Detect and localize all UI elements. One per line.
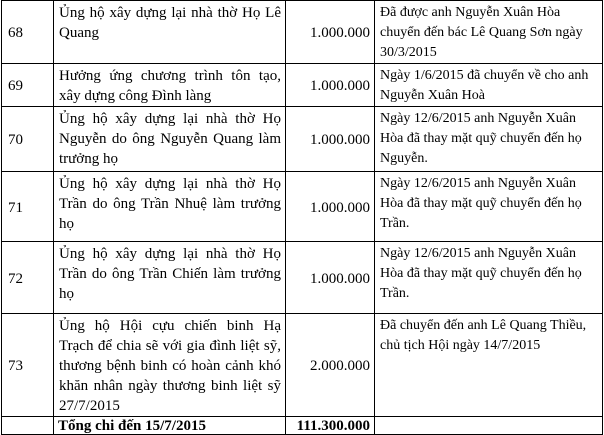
- row-note: Ngày 12/6/2015 anh Nguyễn Xuân Hòa đã thay mặt quỹ chuyển đến họ Trần.: [375, 242, 603, 314]
- row-amount: 1.000.000: [286, 242, 375, 314]
- row-description: Ủng hộ xây dựng lại nhà thờ Họ Nguyễn do ông Nguyễn Quang làm trưởng họ: [54, 107, 286, 172]
- table-row: [2, 172, 603, 242]
- row-amount: 2.000.000: [286, 314, 375, 417]
- table-row: [2, 242, 603, 314]
- table-row: [2, 107, 603, 172]
- total-empty-cell: [2, 417, 54, 435]
- expense-table: [1, 0, 603, 435]
- row-number: 72: [2, 242, 54, 314]
- row-amount: 1.000.000: [286, 172, 375, 242]
- table-row: [2, 1, 603, 64]
- table-row: [2, 314, 603, 417]
- row-note: Ngày 12/6/2015 anh Nguyễn Xuân Hòa đã thay mặt quỹ chuyển đến họ Nguyễn.: [375, 107, 603, 172]
- row-amount: 1.000.000: [286, 1, 375, 64]
- total-note-cell: [375, 417, 603, 435]
- row-amount: 1.000.000: [286, 107, 375, 172]
- row-description: Ủng hộ xây dựng lại nhà thờ Họ Lê Quang: [54, 1, 286, 64]
- row-note: Ngày 1/6/2015 đã chuyển về cho anh Nguyễn Xuân Hoà: [375, 64, 603, 107]
- row-number: 71: [2, 172, 54, 242]
- row-description: Ủng hộ xây dựng lại nhà thờ Họ Trần do ông Trần Nhuệ làm trưởng họ: [54, 172, 286, 242]
- row-note: Đã chuyển đến anh Lê Quang Thiều, chủ tịch Hội ngày 14/7/2015: [375, 314, 603, 417]
- row-number: 68: [2, 1, 54, 64]
- row-amount: 1.000.000: [286, 64, 375, 107]
- total-label: Tổng chi đến 15/7/2015: [54, 417, 286, 435]
- row-number: 73: [2, 314, 54, 417]
- row-number: 70: [2, 107, 54, 172]
- row-note: Ngày 12/6/2015 anh Nguyễn Xuân Hòa đã thay mặt quỹ chuyển đến họ Trần.: [375, 172, 603, 242]
- row-note: Đã được anh Nguyễn Xuân Hòa chuyển đến bác Lê Quang Sơn ngày 30/3/2015: [375, 1, 603, 64]
- row-description: Ủng hộ xây dựng lại nhà thờ Họ Trần do ông Trần Chiến làm trưởng họ: [54, 242, 286, 314]
- row-number: 69: [2, 64, 54, 107]
- row-description: Hưởng ứng chương trình tôn tạo, xây dựng công Đình làng: [54, 64, 286, 107]
- total-amount: 111.300.000: [286, 417, 375, 435]
- total-row: [2, 417, 603, 435]
- row-description: Ủng hộ Hội cựu chiến binh Hạ Trạch để chia sẽ với gia đình liệt sỹ, thương bệnh binh có hoàn cảnh khó khăn nhân ngày thương binh liệt sỹ 27/7/2015: [54, 314, 286, 417]
- table-row: [2, 64, 603, 107]
